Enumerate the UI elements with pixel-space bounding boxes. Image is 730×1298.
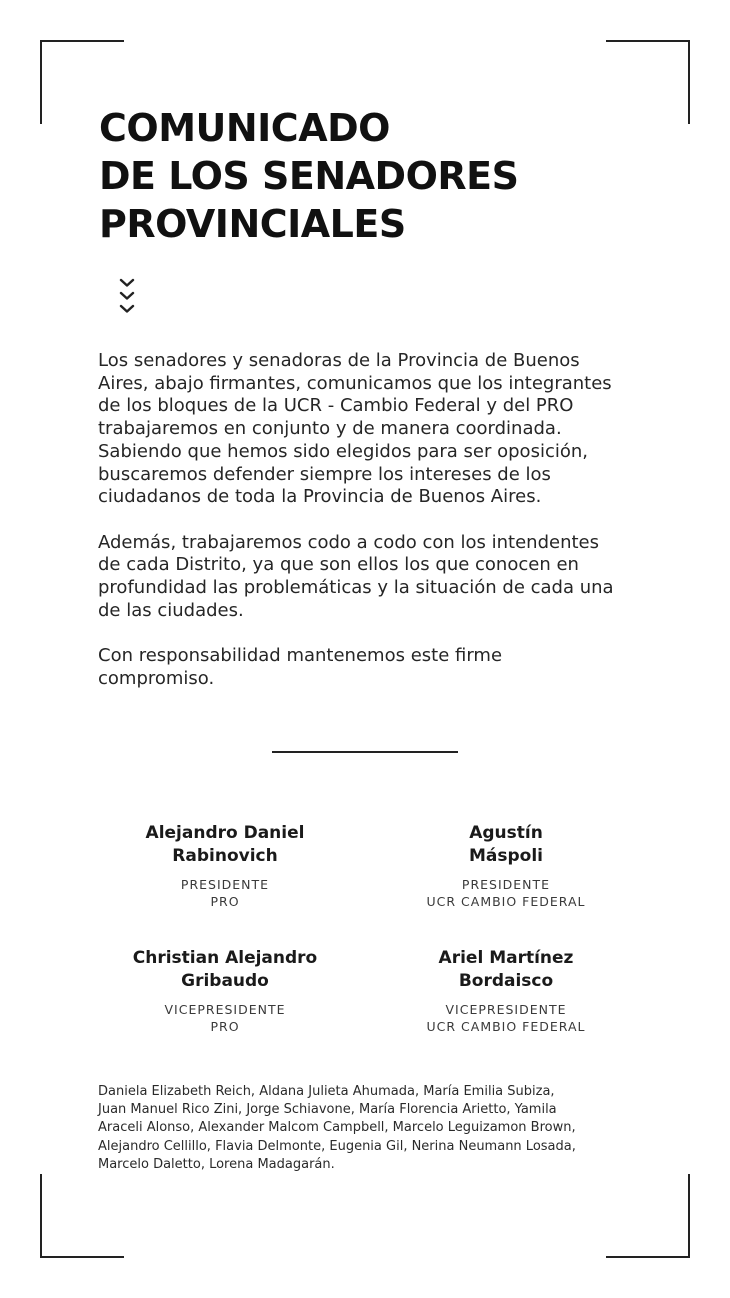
signer-role-party: UCR CAMBIO FEDERAL (426, 1018, 586, 1034)
statement-line: de cada Distrito, ya que son ellos los que conocen en (98, 554, 579, 576)
signer-rabinovich (75, 822, 375, 910)
statement-body (98, 350, 658, 713)
signer-name-line: Ariel Martínez (438, 948, 574, 968)
frame-corner-bottom-left (40, 1174, 124, 1258)
title-line: PROVINCIALES (99, 202, 406, 246)
statement-paragraph (98, 350, 658, 509)
signer-role (356, 1002, 656, 1035)
statement-line: buscaremos defender siempre los intereses de los (98, 463, 551, 485)
other-senators-list (98, 1083, 658, 1174)
signer-gribaudo (75, 947, 375, 1035)
signer-role-title: PRESIDENTE (461, 877, 551, 892)
statement-line: Con responsabilidad mantenemos este firme (98, 645, 503, 667)
signer-role-title: VICEPRESIDENTE (164, 1002, 286, 1017)
signer-name-line: Gribaudo (181, 971, 269, 991)
other-senators-line: Marcelo Daletto, Lorena Madagarán. (98, 1156, 335, 1172)
signer-name-line: Alejandro Daniel (145, 823, 305, 843)
statement-line: ciudadanos de toda la Provincia de Buenos Aires. (98, 486, 542, 508)
statement-line: trabajaremos en conjunto y de manera coordinada. (98, 418, 562, 440)
signer-role-party: PRO (210, 1018, 240, 1034)
title-line: DE LOS SENADORES (99, 154, 519, 198)
signer-name-line: Agustín (469, 823, 543, 843)
signer-martinez-bordaisco (356, 947, 656, 1035)
statement-line: de las ciudades. (98, 599, 244, 621)
signer-role-party: PRO (210, 893, 240, 909)
statement-paragraph (98, 645, 658, 690)
other-senators-line: Daniela Elizabeth Reich, Aldana Julieta Ahumada, María Emilia Subiza, (98, 1084, 555, 1099)
page-title (99, 104, 518, 248)
statement-line: Los senadores y senadoras de la Provincia de Buenos (98, 350, 580, 371)
signer-role (356, 877, 656, 910)
signer-name-line: Christian Alejandro (132, 948, 318, 968)
signer-role-title: PRESIDENTE (180, 877, 270, 892)
statement-line: Además, trabajaremos codo a codo con los intendentes (98, 531, 599, 553)
signer-name-line: Rabinovich (172, 846, 278, 866)
signer-name-line: Máspoli (468, 846, 543, 866)
other-senators-line: Alejandro Cellillo, Flavia Delmonte, Eugenia Gil, Nerina Neumann Losada, (98, 1138, 576, 1154)
title-line: COMUNICADO (99, 106, 390, 150)
statement-line: de los bloques de la UCR - Cambio Federal y del PRO (98, 395, 574, 417)
signer-role (75, 877, 375, 910)
other-senators-line: Araceli Alonso, Alexander Malcom Campbell, Marcelo Leguizamon Brown, (98, 1120, 576, 1136)
triple-chevron-down-icon (118, 277, 136, 315)
statement-line: compromiso. (98, 667, 215, 689)
signer-name (75, 822, 375, 868)
frame-corner-bottom-right (606, 1174, 690, 1258)
statement-paragraph (98, 532, 658, 623)
signer-role-title: VICEPRESIDENTE (445, 1002, 567, 1017)
statement-line: Aires, abajo firmantes, comunicamos que los integrantes (98, 372, 612, 394)
section-divider (272, 751, 458, 753)
signer-role (75, 1002, 375, 1035)
statement-line: Sabiendo que hemos sido elegidos para ser oposición, (98, 440, 588, 462)
signer-role-party: UCR CAMBIO FEDERAL (426, 893, 586, 909)
signer-name (75, 947, 375, 993)
other-senators-line: Juan Manuel Rico Zini, Jorge Schiavone, María Florencia Arietto, Yamila (98, 1102, 557, 1118)
frame-corner-top-right (606, 40, 690, 124)
statement-line: profundidad las problemáticas y la situación de cada una (98, 577, 614, 599)
signer-name (356, 947, 656, 993)
signer-name-line: Bordaisco (458, 971, 554, 991)
signer-maspoli (356, 822, 656, 910)
signer-name (356, 822, 656, 868)
